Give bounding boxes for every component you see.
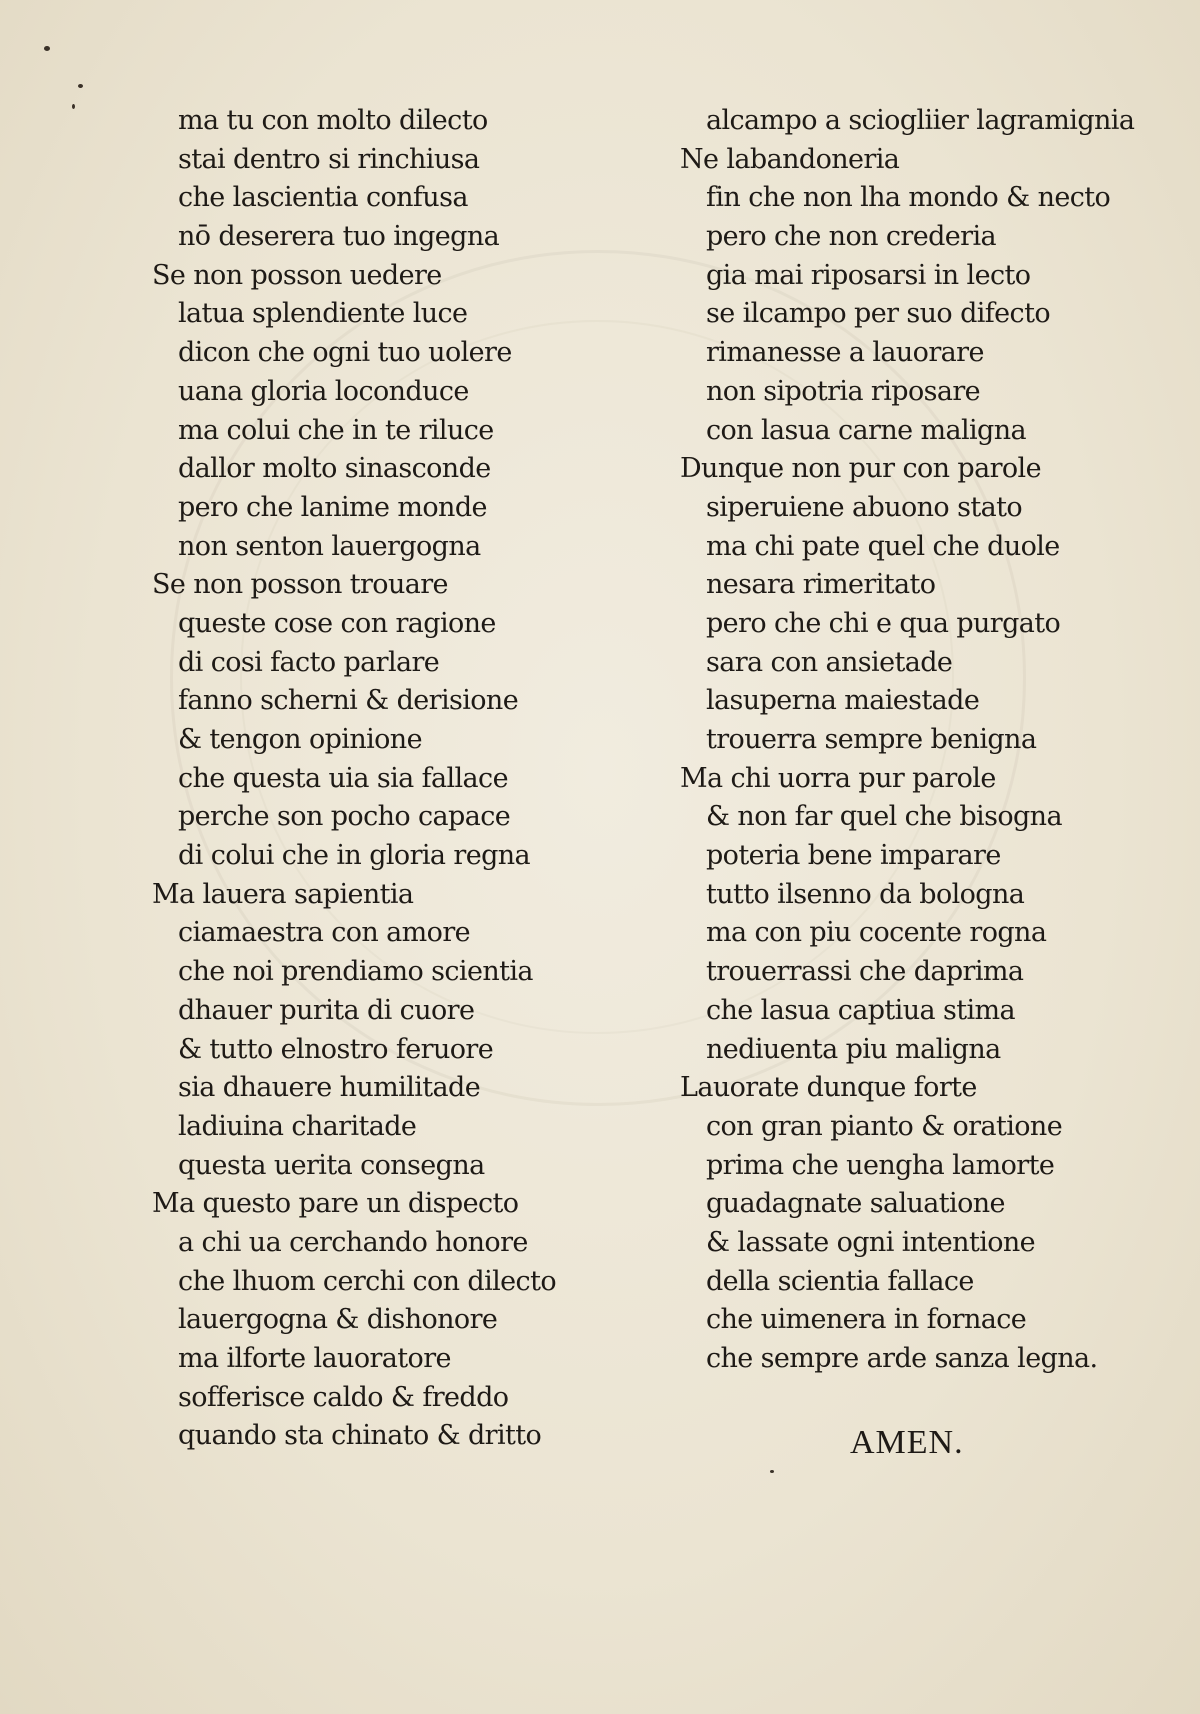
verse-line: Ma lauera sapientia: [152, 878, 414, 910]
verse-line: che noi prendiamo scientia: [178, 956, 533, 988]
verse-line: rimanesse a lauorare: [706, 337, 984, 369]
verse-line: che sempre arde sanza legna.: [706, 1343, 1098, 1374]
verse-line: Lauorate dunque forte: [680, 1072, 977, 1104]
verse-line: Se non posson trouare: [152, 569, 448, 601]
verse-line: non senton lauergogna: [178, 530, 481, 562]
verse-line: ladiuina charitade: [178, 1110, 417, 1142]
verse-line: lasuperna maiestade: [706, 685, 980, 717]
verse-line: & non far quel che bisogna: [706, 801, 1062, 833]
verse-line: sara con ansietade: [706, 646, 953, 678]
verse-line: di cosi facto parlare: [178, 646, 440, 678]
verse-line: quando sta chinato & dritto: [178, 1420, 542, 1452]
verse-line: se ilcampo per suo difecto: [706, 298, 1050, 330]
verse-line: lauergogna & dishonore: [178, 1304, 498, 1336]
verse-line: tutto ilsenno da bologna: [706, 878, 1025, 910]
verse-line: Ma chi uorra pur parole: [680, 762, 996, 794]
verse-line: queste cose con ragione: [178, 607, 496, 639]
colophon-amen: AMEN.: [850, 1424, 964, 1461]
verse-line: trouerrassi che daprima: [706, 956, 1024, 988]
verse-line: ma tu con molto dilecto: [178, 105, 488, 136]
verse-line: fanno scherni & derisione: [178, 685, 519, 717]
ink-speck: [44, 46, 50, 51]
verse-line: dicon che ogni tuo uolere: [178, 337, 512, 369]
verse-line: pero che lanime monde: [178, 491, 487, 523]
verse-line: alcampo a sciogliier lagramignia: [706, 105, 1135, 136]
verse-line: pero che non crederia: [706, 221, 997, 253]
verse-line: di colui che in gloria regna: [178, 840, 531, 872]
verse-line: che lasua captiua stima: [706, 994, 1016, 1026]
verse-line: Se non posson uedere: [152, 259, 442, 291]
ink-speck: [770, 1470, 774, 1473]
verse-line: che lhuom cerchi con dilecto: [178, 1265, 556, 1297]
verse-line: stai dentro si rinchiusa: [178, 143, 480, 175]
verse-line: prima che uengha lamorte: [706, 1149, 1055, 1181]
verse-line: fin che non lha mondo & necto: [706, 182, 1111, 214]
verse-line: che uimenera in fornace: [706, 1304, 1027, 1336]
right-verse-column: [680, 102, 1150, 1379]
verse-line: a chi ua cerchando honore: [178, 1226, 528, 1258]
verse-line: perche son pocho capace: [178, 801, 511, 833]
verse-line: nō deserera tuo ingegna: [178, 221, 500, 253]
verse-line: dhauer purita di cuore: [178, 994, 475, 1026]
verse-line: Dunque non pur con parole: [680, 453, 1041, 485]
verse-line: non sipotria riposare: [706, 375, 981, 407]
verse-line: & tengon opinione: [178, 724, 422, 755]
verse-line: ma chi pate quel che duole: [706, 530, 1060, 562]
verse-line: Ma questo pare un dispecto: [152, 1188, 519, 1220]
verse-line: questa uerita consegna: [178, 1149, 485, 1181]
verse-line: ma ilforte lauoratore: [178, 1343, 451, 1374]
verse-line: poteria bene imparare: [706, 840, 1001, 872]
verse-line: uana gloria loconduce: [178, 375, 469, 407]
verse-line: sia dhauere humilitade: [178, 1072, 481, 1104]
verse-line: che lascientia confusa: [178, 182, 468, 214]
left-verse-column: [152, 102, 572, 1456]
verse-line: pero che chi e qua purgato: [706, 607, 1061, 639]
verse-line: ma colui che in te riluce: [178, 414, 494, 446]
verse-line: gia mai riposarsi in lecto: [706, 259, 1031, 291]
verse-line: guadagnate saluatione: [706, 1188, 1005, 1220]
verse-line: sofferisce caldo & freddo: [178, 1381, 509, 1413]
verse-line: & lassate ogni intentione: [706, 1226, 1036, 1258]
verse-line: ciamaestra con amore: [178, 917, 471, 949]
ink-speck: [78, 84, 83, 88]
verse-line: dallor molto sinasconde: [178, 453, 491, 485]
verse-line: della scientia fallace: [706, 1265, 974, 1297]
verse-line: ma con piu cocente rogna: [706, 917, 1047, 949]
verse-line: con gran pianto & oratione: [706, 1110, 1063, 1142]
verse-line: con lasua carne maligna: [706, 414, 1027, 446]
ink-speck: [72, 104, 75, 109]
verse-line: & tutto elnostro feruore: [178, 1033, 494, 1065]
verse-line: nediuenta piu maligna: [706, 1033, 1001, 1065]
verse-line: che questa uia sia fallace: [178, 762, 508, 794]
verse-line: Ne labandoneria: [680, 143, 900, 175]
verse-line: siperuiene abuono stato: [706, 491, 1022, 523]
verse-line: trouerra sempre benigna: [706, 724, 1037, 755]
verse-line: latua splendiente luce: [178, 298, 468, 330]
verse-line: nesara rimeritato: [706, 569, 936, 601]
